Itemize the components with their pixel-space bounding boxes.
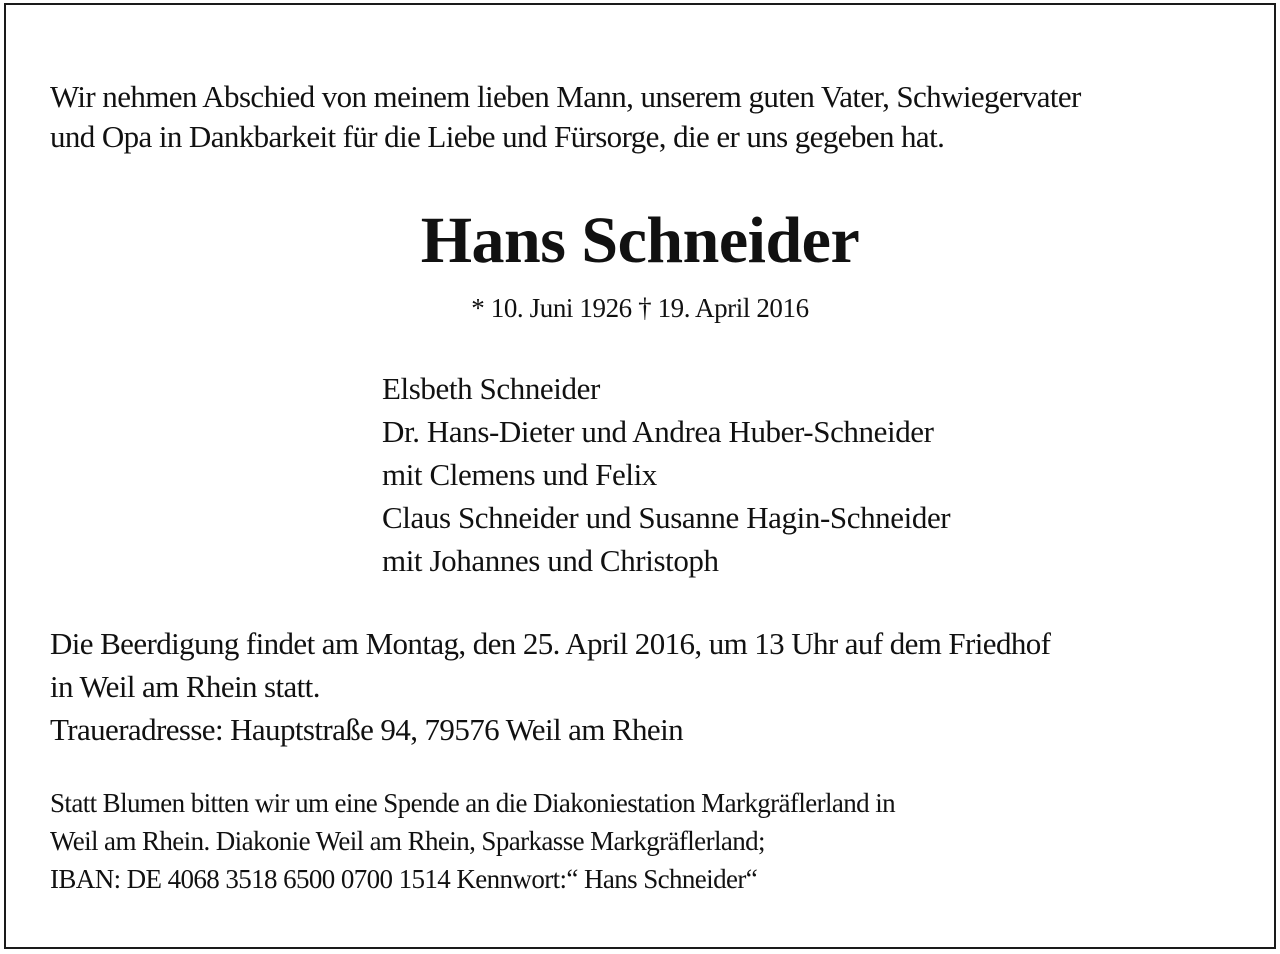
bank-details: IBAN: DE 4068 3518 6500 0700 1514 Kennwort:“ Hans Schneider“ (50, 864, 758, 894)
obituary-notice (4, 3, 1276, 949)
family-member: Dr. Hans-Dieter und Andrea Huber-Schneider (382, 414, 934, 449)
family-member: Elsbeth Schneider (382, 371, 600, 406)
donation-request (50, 784, 895, 898)
funeral-line: Die Beerdigung findet am Montag, den 25. April 2016, um 13 Uhr auf dem Friedhof (50, 626, 1051, 661)
funeral-info (50, 622, 1050, 751)
donation-line: Weil am Rhein. Diakonie Weil am Rhein, Sparkasse Markgräflerland; (50, 826, 765, 856)
intro-text (50, 77, 1081, 157)
intro-line: und Opa in Dankbarkeit für die Liebe und Fürsorge, die er uns gegeben hat. (50, 119, 945, 154)
family-member: mit Clemens und Felix (382, 457, 657, 492)
funeral-line: in Weil am Rhein statt. (50, 669, 320, 704)
intro-line: Wir nehmen Abschied von meinem lieben Mann, unserem guten Vater, Schwiegervater (50, 79, 1081, 114)
family-list (382, 367, 950, 582)
donation-line: Statt Blumen bitten wir um eine Spende an die Diakoniestation Markgräflerland in (50, 788, 896, 818)
family-member: mit Johannes und Christoph (382, 543, 719, 578)
life-dates: * 10. Juni 1926 † 19. April 2016 (471, 293, 809, 323)
mourning-address: Traueradresse: Hauptstraße 94, 79576 Weil am Rhein (50, 712, 684, 747)
family-member: Claus Schneider und Susanne Hagin-Schneider (382, 500, 951, 535)
deceased-name: Hans Schneider (420, 204, 860, 277)
